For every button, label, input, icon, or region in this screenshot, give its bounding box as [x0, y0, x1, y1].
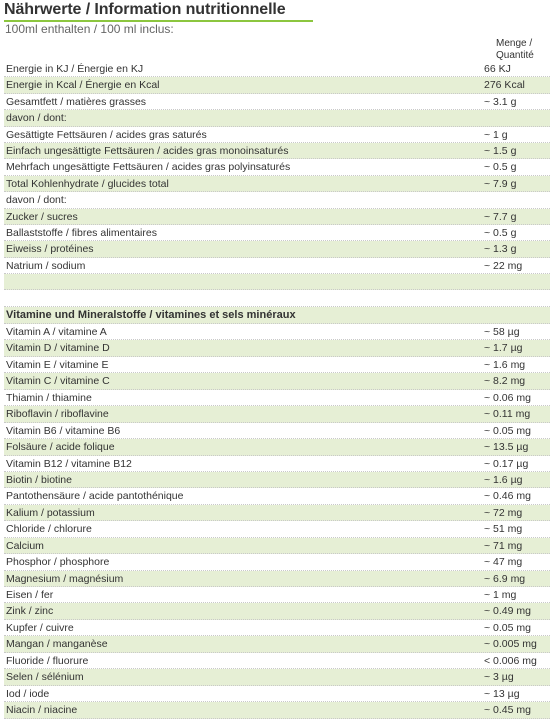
row-label: Total Kohlenhydrate / glucides total [6, 177, 169, 190]
row-value: ~ 0.45 mg [484, 704, 531, 717]
table-row [4, 176, 550, 192]
quantity-column-header [496, 38, 534, 62]
row-value: ~ 7.9 g [484, 177, 517, 190]
row-value: ~ 0.5 g [484, 161, 517, 174]
row-label: Ballaststoffe / fibres alimentaires [6, 226, 157, 239]
row-value: ~ 0.5 g [484, 226, 517, 239]
table-row [4, 143, 550, 159]
table-row [4, 94, 550, 110]
row-label: Iod / iode [6, 687, 50, 700]
table-row [4, 439, 550, 455]
row-value: ~ 6.9 mg [484, 572, 526, 585]
table-row [4, 127, 550, 143]
table-row [4, 324, 550, 340]
row-label: Zucker / sucres [6, 210, 78, 223]
row-label: davon / dont: [6, 194, 67, 207]
row-label: Kalium / potassium [6, 506, 95, 519]
vitamin-table [4, 324, 550, 719]
row-label: Chloride / chlorure [6, 523, 92, 536]
vitamins-section-heading: Vitamine und Mineralstoffe / vitamines et sels minéraux [4, 307, 550, 324]
row-label: Vitamin D / vitamine D [6, 342, 110, 355]
row-label: Vitamin C / vitamine C [6, 375, 110, 388]
row-label: Magnesium / magnésium [6, 572, 124, 585]
row-value: ~ 1.5 g [484, 144, 517, 157]
row-value: ~ 0.05 mg [484, 424, 531, 437]
row-label: Energie in KJ / Énergie en KJ [6, 63, 144, 75]
table-row [4, 472, 550, 488]
table-row [4, 274, 550, 290]
table-row [4, 77, 550, 93]
row-value: ~ 13 µg [484, 687, 520, 700]
row-value: ~ 0.11 mg [484, 408, 531, 421]
table-row [4, 456, 550, 472]
table-row [4, 702, 550, 718]
row-label: Mehrfach ungesättigte Fettsäuren / acides gras polyinsaturés [6, 161, 291, 174]
row-value: ~ 1 g [484, 128, 508, 141]
table-row [4, 423, 550, 439]
table-row [4, 505, 550, 521]
table-row [4, 587, 550, 603]
row-label: Gesamtfett / matières grasses [6, 95, 147, 108]
row-value: ~ 0.49 mg [484, 605, 531, 618]
table-row [4, 357, 550, 373]
row-label: Vitamin B6 / vitamine B6 [6, 424, 121, 437]
row-value: ~ 1.7 µg [484, 342, 523, 355]
row-label: Eiweiss / protéines [6, 243, 94, 256]
row-label: Gesättigte Fettsäuren / acides gras saturés [6, 128, 207, 141]
row-value: < 0.006 mg [484, 654, 537, 667]
row-label: Mangan / manganèse [6, 638, 108, 651]
row-value: ~ 72 mg [484, 506, 523, 519]
row-value: ~ 1.6 mg [484, 358, 526, 371]
row-label: Thiamin / thiamine [6, 391, 92, 404]
row-label: Vitamin A / vitamine A [6, 326, 107, 338]
quantity-column-header-line1: Menge / [496, 38, 533, 49]
table-row [4, 636, 550, 652]
row-value: ~ 1 mg [484, 589, 517, 601]
table-row [4, 603, 550, 619]
table-row [4, 258, 550, 274]
table-row [4, 340, 550, 356]
row-label: Folsäure / acide folique [6, 441, 115, 454]
row-label: Riboflavin / riboflavine [6, 408, 109, 421]
table-row [4, 390, 550, 406]
row-label: Calcium [6, 539, 44, 552]
table-row [4, 159, 550, 175]
table-row [4, 290, 550, 306]
table-row [4, 571, 550, 587]
row-label: Phosphor / phosphore [6, 556, 110, 569]
quantity-column-header-line2: Quantité [496, 50, 534, 61]
row-label: Biotin / biotine [6, 473, 72, 486]
row-label: Energie in Kcal / Énergie en Kcal [6, 79, 160, 92]
row-label: Vitamin E / vitamine E [6, 358, 109, 371]
row-value: ~ 7.7 g [484, 210, 517, 223]
row-label: Vitamin B12 / vitamine B12 [6, 457, 132, 470]
table-row [4, 225, 550, 241]
table-row [4, 686, 550, 702]
row-label: Fluoride / fluorure [6, 654, 89, 667]
row-label: Kupfer / cuivre [6, 621, 74, 634]
table-row [4, 554, 550, 570]
row-value: ~ 51 mg [484, 523, 523, 536]
nutrient-table [4, 61, 550, 307]
row-label: Zink / zinc [6, 605, 54, 618]
row-value: ~ 58 µg [484, 326, 520, 338]
row-label: Natrium / sodium [6, 259, 86, 272]
row-value: ~ 0.005 mg [484, 638, 537, 651]
table-row [4, 653, 550, 669]
row-value: ~ 0.17 µg [484, 457, 529, 470]
row-value: ~ 22 mg [484, 259, 523, 272]
row-value: ~ 0.05 mg [484, 621, 531, 634]
table-row [4, 61, 550, 77]
page-subtitle: 100ml enthalten / 100 ml inclus: [5, 22, 174, 36]
row-value: ~ 1.6 µg [484, 473, 523, 486]
row-value: 276 Kcal [484, 79, 525, 92]
table-row [4, 521, 550, 537]
row-label: Eisen / fer [6, 589, 54, 601]
table-row [4, 669, 550, 685]
table-row [4, 406, 550, 422]
table-row [4, 192, 550, 208]
row-value: ~ 0.46 mg [484, 490, 531, 503]
row-label: davon / dont: [6, 112, 67, 125]
table-row [4, 373, 550, 389]
row-value: ~ 13.5 µg [484, 441, 529, 454]
table-row [4, 538, 550, 554]
table-row [4, 209, 550, 225]
row-value: ~ 3 µg [484, 671, 514, 684]
table-row [4, 488, 550, 504]
page-title: Nährwerte / Information nutritionnelle [4, 1, 286, 18]
table-row [4, 110, 550, 126]
row-value: ~ 71 mg [484, 539, 523, 552]
row-value: 66 KJ [484, 63, 511, 75]
row-label: Niacin / niacine [6, 704, 78, 717]
row-value: ~ 47 mg [484, 556, 523, 569]
row-label: Selen / sélénium [6, 671, 84, 684]
row-value: ~ 8.2 mg [484, 375, 526, 388]
table-row [4, 620, 550, 636]
row-value: ~ 1.3 g [484, 243, 517, 256]
row-label: Einfach ungesättigte Fettsäuren / acides gras monoinsaturés [6, 144, 289, 157]
row-label: Pantothensäure / acide pantothénique [6, 490, 184, 503]
table-row [4, 241, 550, 257]
row-value: ~ 3.1 g [484, 95, 517, 108]
row-value: ~ 0.06 mg [484, 391, 531, 404]
